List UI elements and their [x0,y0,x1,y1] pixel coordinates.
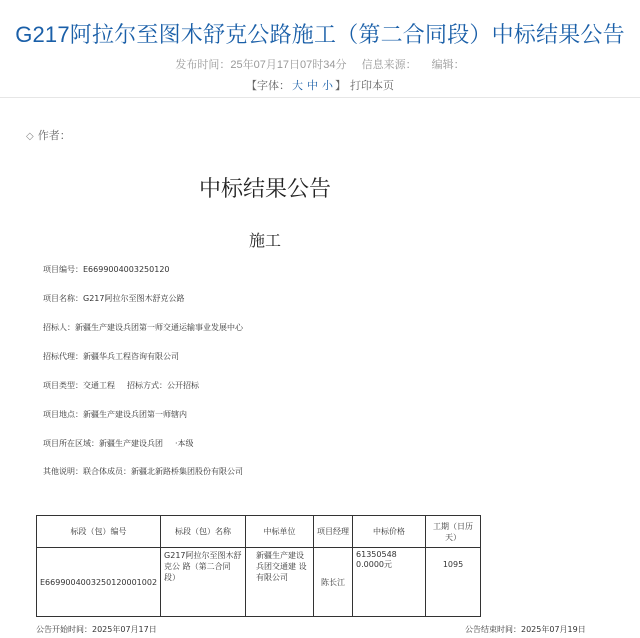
tenderer-line [43,322,243,333]
cell-section-name: G217阿拉尔至图木舒克公 路（第二合同段） [161,548,246,617]
document-subtitle: 施工 [248,231,281,250]
agent-line [43,351,179,362]
other-label: 其他说明： [43,467,83,476]
cell-manager: 陈长江 [314,548,353,617]
article-tools [0,77,640,93]
document-title: 中标结果公告 [198,177,331,202]
header-duration: 工期（日历天） [426,516,481,548]
table-row [37,548,481,617]
region-value: 新疆生产建设兵团 [99,439,163,448]
font-size-suffix: 】 [335,80,346,92]
project-name-value: G217阿拉尔至图木舒克公路 [83,294,185,303]
region-level: ·本级 [175,439,194,448]
cell-winner: 新疆生产建设兵团交通建 设有限公司 [246,548,314,617]
header-divider [0,97,640,98]
font-small-link[interactable]: 小 [322,80,333,92]
header-section-no: 标段（包）编号 [37,516,161,548]
region-label: 项目所在区域： [43,439,99,448]
author-line [26,127,71,143]
author-label: 作者： [37,130,71,142]
header-winner: 中标单位 [246,516,314,548]
other-value: 联合体成员：新疆北新路桥集团股份有限公司 [83,467,243,476]
header-price: 中标价格 [353,516,426,548]
publish-time [175,59,346,71]
editor-label: 编辑： [431,59,465,71]
font-medium-link[interactable]: 中 [307,80,318,92]
notice-end-label: 公告结束时间： [465,625,521,634]
project-type-label: 项目类型： [43,381,83,390]
project-no-line [43,264,170,275]
agent-label: 招标代理： [43,352,83,361]
bid-method-label: 招标方式： [127,381,167,390]
tenderer-label: 招标人： [43,323,75,332]
notice-start-label: 公告开始时间： [36,625,92,634]
cell-section-no: E6699004003250120001002 [37,548,161,617]
location-value: 新疆生产建设兵团第一师辖内 [83,410,187,419]
publish-time-value: 25年07月17日07时34分 [230,59,347,71]
font-size-prefix: 【字体： [246,80,290,92]
header-section-name: 标段（包）名称 [161,516,246,548]
print-link[interactable]: 打印本页 [350,80,394,92]
region-line [43,438,194,449]
notice-end [465,624,586,635]
project-type-value: 交通工程 [83,381,115,390]
source-label: 信息来源： [361,59,417,71]
project-type-line [43,380,199,391]
location-line [43,409,187,420]
project-no-label: 项目编号： [43,265,83,274]
publish-time-label: 发布时间： [175,59,231,71]
table-header-row [37,516,481,548]
font-large-link[interactable]: 大 [292,80,303,92]
tenderer-value: 新疆生产建设兵团第一师交通运输事业发展中心 [75,323,243,332]
notice-end-date: 2025年07月19日 [521,625,586,634]
other-line [43,466,243,477]
project-name-label: 项目名称： [43,294,83,303]
agent-value: 新疆华兵工程咨询有限公司 [83,352,179,361]
location-label: 项目地点： [43,410,83,419]
cell-duration: 1095 [426,548,481,617]
project-name-line [43,293,184,304]
notice-start [36,624,157,635]
header-manager: 项目经理 [314,516,353,548]
bid-method-value: 公开招标 [167,381,199,390]
diamond-icon: ◇ [26,131,34,142]
notice-start-date: 2025年07月17日 [92,625,157,634]
article-meta [0,56,640,72]
result-table [36,515,481,617]
project-no-value: E6699004003250120 [83,265,170,274]
page-title: G217阿拉尔至图木舒克公路施工（第二合同段）中标结果公告 [15,22,625,47]
cell-price: 61350548 0.0000元 [353,548,426,617]
